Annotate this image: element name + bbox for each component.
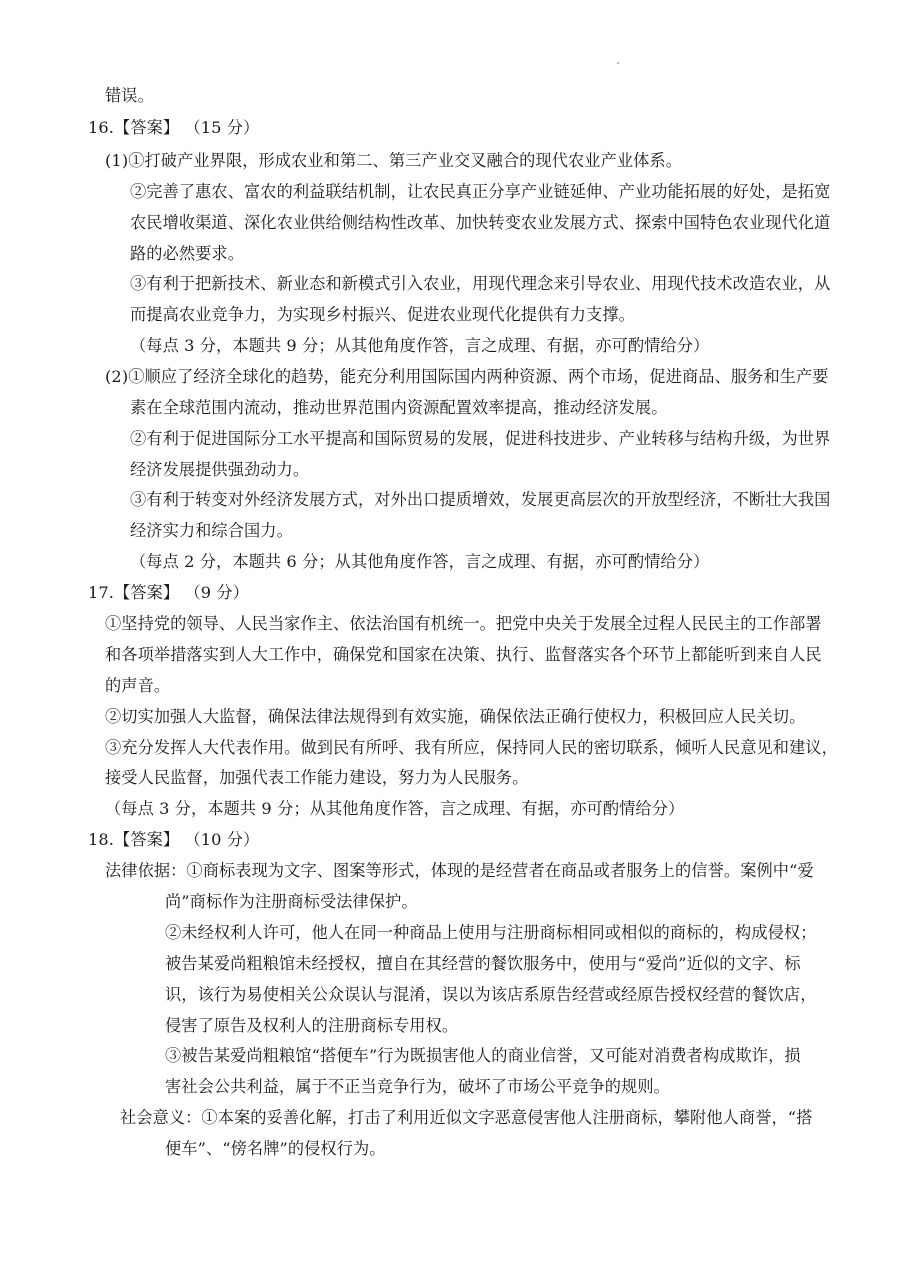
- text-line: 和各项举措落实到人大工作中，确保党和国家在决策、执行、监督落实各个环节上都能听到来自人民: [105, 645, 822, 664]
- text-line: ③有利于转变对外经济发展方式，对外出口提质增效，发展更高层次的开放型经济，不断壮大我国: [130, 490, 831, 509]
- text-line: 农民增收渠道、深化农业供给侧结构性改革、加快转变农业发展方式、探索中国特色农业现代化道: [130, 213, 831, 232]
- text-line: 路的必然要求。: [130, 244, 245, 263]
- scoring-note: （每点 3 分，本题共 9 分；从其他角度作答，言之成理、有据，亦可酌情给分）: [105, 799, 685, 818]
- text-line: 侵害了原告及权利人的注册商标专用权。: [165, 1016, 459, 1035]
- question-16-heading: 16.【答案】 （15 分）: [88, 118, 260, 137]
- text-line: 经济发展提供强劲动力。: [130, 460, 310, 479]
- text-line: 素在全球范围内流动，推动世界范围内资源配置效率提高，推动经济发展。: [130, 398, 668, 417]
- text-line: 错误。: [105, 86, 154, 105]
- text-line: 的声音。: [105, 676, 171, 695]
- text-line: 尚”商标作为注册商标受法律保护。: [165, 892, 418, 911]
- text-line: 接受人民监督，加强代表工作能力建设，努力为人民服务。: [105, 768, 529, 787]
- scoring-note: （每点 2 分，本题共 6 分；从其他角度作答，言之成理、有据，亦可酌情给分）: [130, 552, 710, 571]
- text-line: 经济实力和综合国力。: [130, 521, 293, 540]
- text-line: ②完善了惠农、富农的利益联结机制，让农民真正分享产业链延伸、产业功能拓展的好处，是拓宽: [130, 182, 831, 201]
- text-line: ②切实加强人大监督，确保法律法规得到有效实施，确保依法正确行使权力，积极回应人民关切。: [105, 707, 806, 726]
- text-line: 社会意义：①本案的妥善化解，打击了利用近似文字恶意侵害他人注册商标，攀附他人商誉，“搭: [120, 1108, 813, 1127]
- text-line: 被告某爱尚粗粮馆未经授权，擅自在其经营的餐饮服务中，使用与“爱尚”近似的文字、标: [165, 954, 801, 973]
- text-line: (2)①顺应了经济全球化的趋势，能充分利用国际国内两种资源、两个市场，促进商品、服务和生产要: [105, 367, 829, 386]
- question-18-heading: 18.【答案】 （10 分）: [88, 830, 260, 849]
- text-line: ②有利于促进国际分工水平提高和国际贸易的发展，促进科技进步、产业转移与结构升级，为世界: [130, 429, 831, 448]
- question-17-heading: 17.【答案】 （9 分）: [88, 583, 249, 602]
- text-line: 害社会公共利益，属于不正当竞争行为，破坏了市场公平竞争的规则。: [165, 1077, 670, 1096]
- text-line: ①坚持党的领导、人民当家作主、依法治国有机统一。把党中央关于发展全过程人民民主的工作部署: [105, 614, 822, 633]
- scan-dot: [617, 62, 619, 64]
- text-line: 法律依据：①商标表现为文字、图案等形式，体现的是经营者在商品或者服务上的信誉。案例中“爱: [105, 861, 814, 880]
- text-line: 而提高农业竞争力，为实现乡村振兴、促进农业现代化提供有力支撑。: [130, 305, 635, 324]
- text-line: (1)①打破产业界限，形成农业和第二、第三产业交叉融合的现代农业产业体系。: [105, 151, 683, 170]
- text-line: ③有利于把新技术、新业态和新模式引入农业，用现代理念来引导农业、用现代技术改造农业，从: [130, 274, 831, 293]
- text-line: 便车”、“傍名牌”的侵权行为。: [165, 1139, 386, 1158]
- scoring-note: （每点 3 分，本题共 9 分；从其他角度作答，言之成理、有据，亦可酌情给分）: [130, 336, 710, 355]
- text-line: ③充分发挥人大代表作用。做到民有所呼、我有所应，保持同人民的密切联系，倾听人民意见和建议，: [105, 738, 838, 757]
- text-line: 识，该行为易使相关公众误认与混淆，误以为该店系原告经营或经原告授权经营的餐饮店，: [165, 985, 817, 1004]
- text-line: ②未经权利人许可，他人在同一种商品上使用与注册商标相同或相似的商标的，构成侵权；: [165, 923, 817, 942]
- text-line: ③被告某爱尚粗粮馆“搭便车”行为既损害他人的商业信誉，又可能对消费者构成欺诈，损: [165, 1046, 801, 1065]
